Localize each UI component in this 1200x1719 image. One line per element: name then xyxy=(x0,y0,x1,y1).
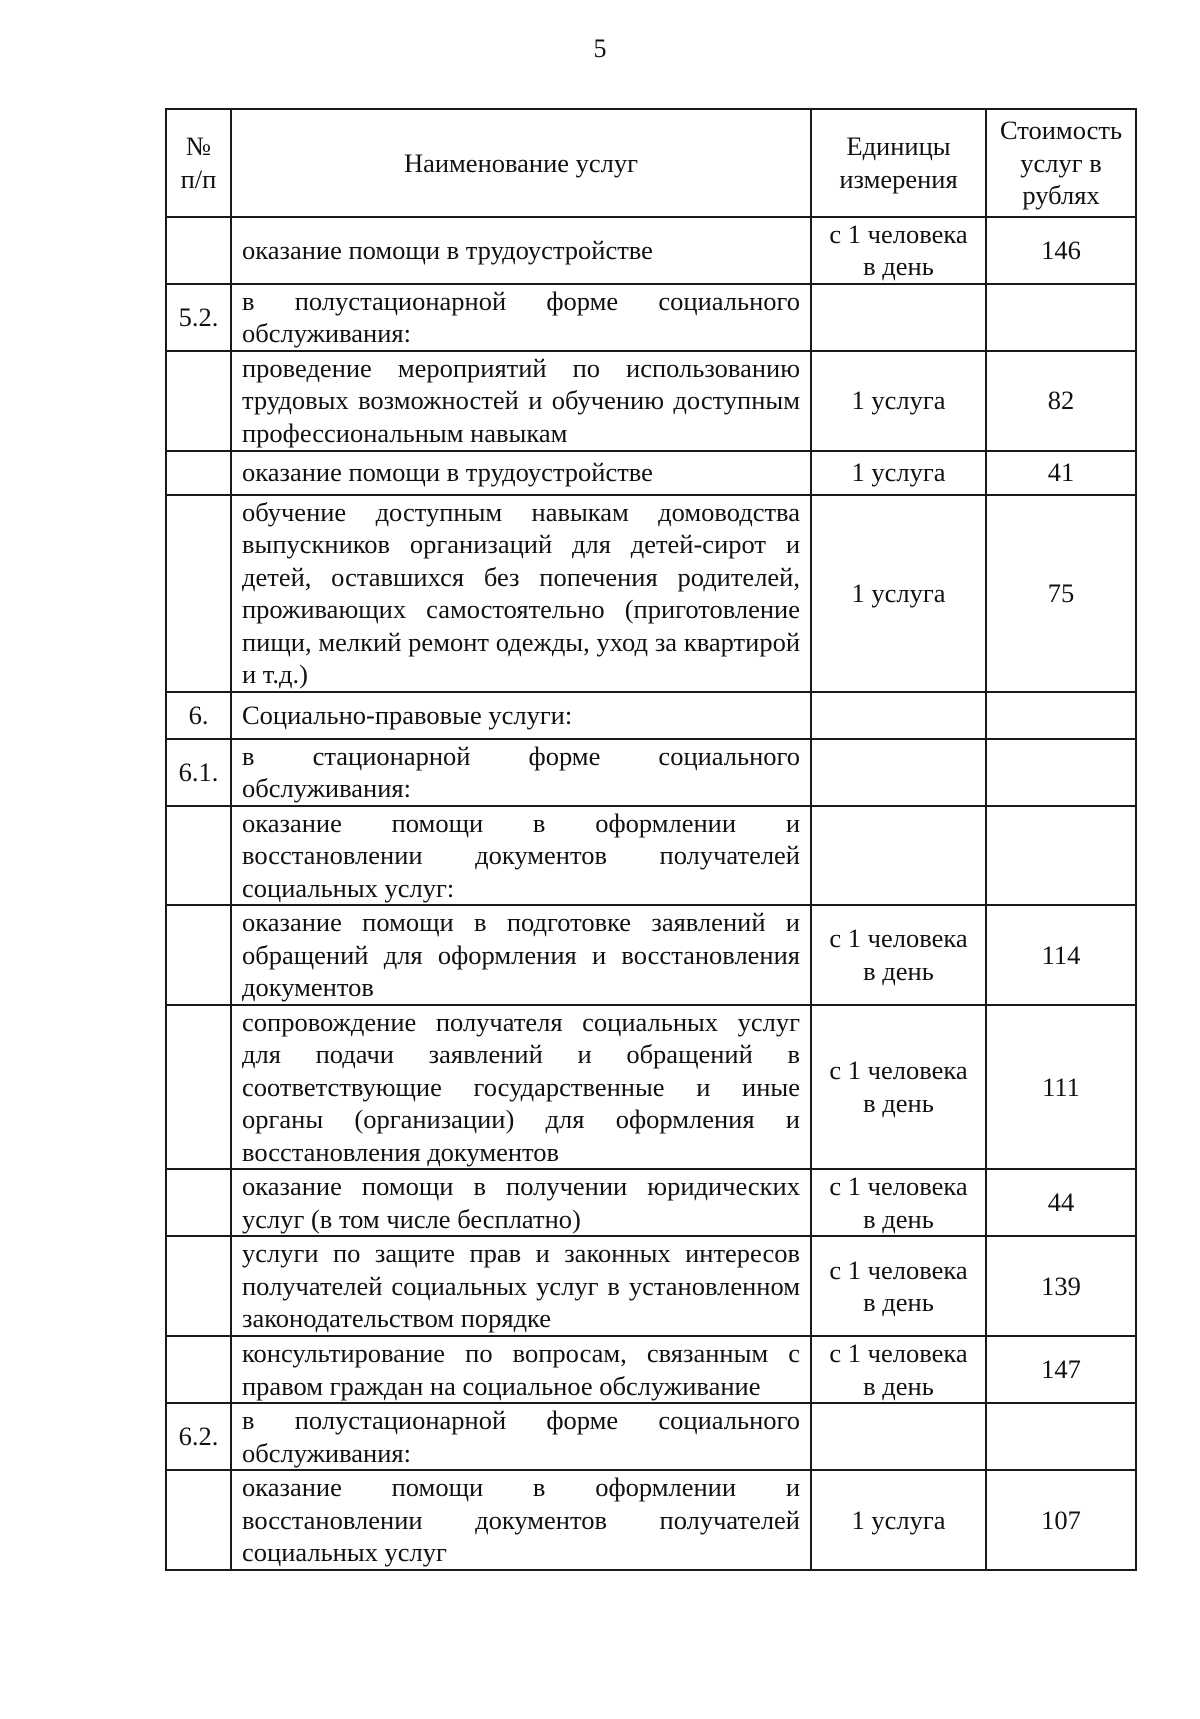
service-cost xyxy=(986,806,1136,906)
unit-line: в день xyxy=(863,955,934,986)
unit-line: 1 услуга xyxy=(851,457,946,488)
row-number xyxy=(166,905,231,1005)
table-row xyxy=(166,451,1136,495)
unit-line: с 1 человека xyxy=(829,218,968,249)
service-cost: 41 xyxy=(986,451,1136,495)
service-name: обучение доступным навыкам домоводства выпускников организаций для детей-сирот и детей, оставшихся без попечения родителей, проживающих самостоятельно (приготовление пищи, мелкий ремонт одежды, уход за квартирой и т.д.) xyxy=(231,495,811,692)
services-price-table xyxy=(165,108,1137,1571)
service-cost: 75 xyxy=(986,495,1136,692)
service-name: оказание помощи в трудоустройстве xyxy=(231,217,811,284)
service-name: оказание помощи в оформлении и восстановлении документов получателей социальных услуг xyxy=(231,1470,811,1570)
service-name: оказание помощи в оформлении и восстановлении документов получателей социальных услуг: xyxy=(231,806,811,906)
unit-of-measure xyxy=(811,1005,986,1170)
table-row xyxy=(166,692,1136,739)
unit-line: 1 услуга xyxy=(851,577,946,608)
unit-of-measure xyxy=(811,451,986,495)
header-unit: Единицы измерения xyxy=(811,109,986,217)
row-number xyxy=(166,451,231,495)
service-cost: 82 xyxy=(986,351,1136,451)
unit-of-measure xyxy=(811,1403,986,1470)
unit-of-measure xyxy=(811,495,986,692)
unit-line: 1 услуга xyxy=(851,1504,946,1535)
row-number xyxy=(166,351,231,451)
row-number: 5.2. xyxy=(166,284,231,351)
unit-of-measure xyxy=(811,1236,986,1336)
table-row xyxy=(166,806,1136,906)
row-number: 6.1. xyxy=(166,739,231,806)
row-number xyxy=(166,1005,231,1170)
unit-of-measure xyxy=(811,1336,986,1403)
service-cost: 146 xyxy=(986,217,1136,284)
row-number xyxy=(166,806,231,906)
unit-of-measure xyxy=(811,692,986,739)
service-name: сопровождение получателя социальных услуг для подачи заявлений и обращений в соответствующие государственные и иные органы (организации) для оформления и восстановления документов xyxy=(231,1005,811,1170)
service-name: проведение мероприятий по использованию трудовых возможностей и обучению доступным профессиональным навыкам xyxy=(231,351,811,451)
service-name: в полустационарной форме социального обслуживания: xyxy=(231,1403,811,1470)
unit-line: с 1 человека xyxy=(829,1338,968,1368)
table-header-row xyxy=(166,109,1136,217)
service-cost xyxy=(986,739,1136,806)
service-name: оказание помощи в трудоустройстве xyxy=(231,451,811,495)
unit-line: в день xyxy=(863,1287,934,1317)
service-name: в стационарной форме социального обслуживания: xyxy=(231,739,811,806)
unit-of-measure xyxy=(811,806,986,906)
unit-of-measure xyxy=(811,739,986,806)
unit-line: с 1 человека xyxy=(829,923,968,954)
service-cost xyxy=(986,1403,1136,1470)
row-number: 6. xyxy=(166,692,231,739)
service-cost: 107 xyxy=(986,1470,1136,1570)
service-cost: 44 xyxy=(986,1169,1136,1236)
table-row xyxy=(166,1336,1136,1403)
service-name: оказание помощи в подготовке заявлений и обращений для оформления и восстановления документов xyxy=(231,905,811,1005)
service-cost xyxy=(986,692,1136,739)
unit-of-measure xyxy=(811,217,986,284)
table-row xyxy=(166,1470,1136,1570)
unit-line: в день xyxy=(863,1087,934,1118)
row-number xyxy=(166,217,231,284)
row-number xyxy=(166,1470,231,1570)
unit-of-measure xyxy=(811,1470,986,1570)
table-row xyxy=(166,217,1136,284)
header-service-name: Наименование услуг xyxy=(231,109,811,217)
unit-of-measure xyxy=(811,905,986,1005)
unit-line: с 1 человека xyxy=(829,1055,968,1086)
table-row xyxy=(166,351,1136,451)
table-row xyxy=(166,1403,1136,1470)
unit-of-measure xyxy=(811,351,986,451)
row-number xyxy=(166,495,231,692)
unit-line: в день xyxy=(863,1203,934,1234)
service-cost: 147 xyxy=(986,1336,1136,1403)
service-cost: 114 xyxy=(986,905,1136,1005)
row-number: 6.2. xyxy=(166,1403,231,1470)
service-name: консультирование по вопросам, связанным с правом граждан на социальное обслуживание xyxy=(231,1336,811,1403)
unit-line: в день xyxy=(863,251,934,281)
unit-line: с 1 человека xyxy=(829,1254,968,1285)
service-name: оказание помощи в получении юридических услуг (в том числе бесплатно) xyxy=(231,1169,811,1236)
header-cost: Стоимость услуг в рублях xyxy=(986,109,1136,217)
page-number: 5 xyxy=(593,34,607,63)
service-name: услуги по защите прав и законных интересов получателей социальных услуг в установленном законодательством порядке xyxy=(231,1236,811,1336)
unit-line: с 1 человека xyxy=(829,1171,968,1201)
table-row xyxy=(166,495,1136,692)
row-number xyxy=(166,1236,231,1336)
unit-line: 1 услуга xyxy=(851,385,946,416)
unit-of-measure xyxy=(811,1169,986,1236)
row-number xyxy=(166,1169,231,1236)
service-cost xyxy=(986,284,1136,351)
service-name: Социально-правовые услуги: xyxy=(231,692,811,739)
service-cost: 111 xyxy=(986,1005,1136,1170)
unit-line: в день xyxy=(863,1370,934,1401)
unit-of-measure xyxy=(811,284,986,351)
table-row xyxy=(166,739,1136,806)
table-row xyxy=(166,284,1136,351)
header-number: № п/п xyxy=(166,109,231,217)
table-row xyxy=(166,1169,1136,1236)
row-number xyxy=(166,1336,231,1403)
service-name: в полустационарной форме социального обслуживания: xyxy=(231,284,811,351)
table-row xyxy=(166,1005,1136,1170)
service-cost: 139 xyxy=(986,1236,1136,1336)
table-row xyxy=(166,905,1136,1005)
table-row xyxy=(166,1236,1136,1336)
